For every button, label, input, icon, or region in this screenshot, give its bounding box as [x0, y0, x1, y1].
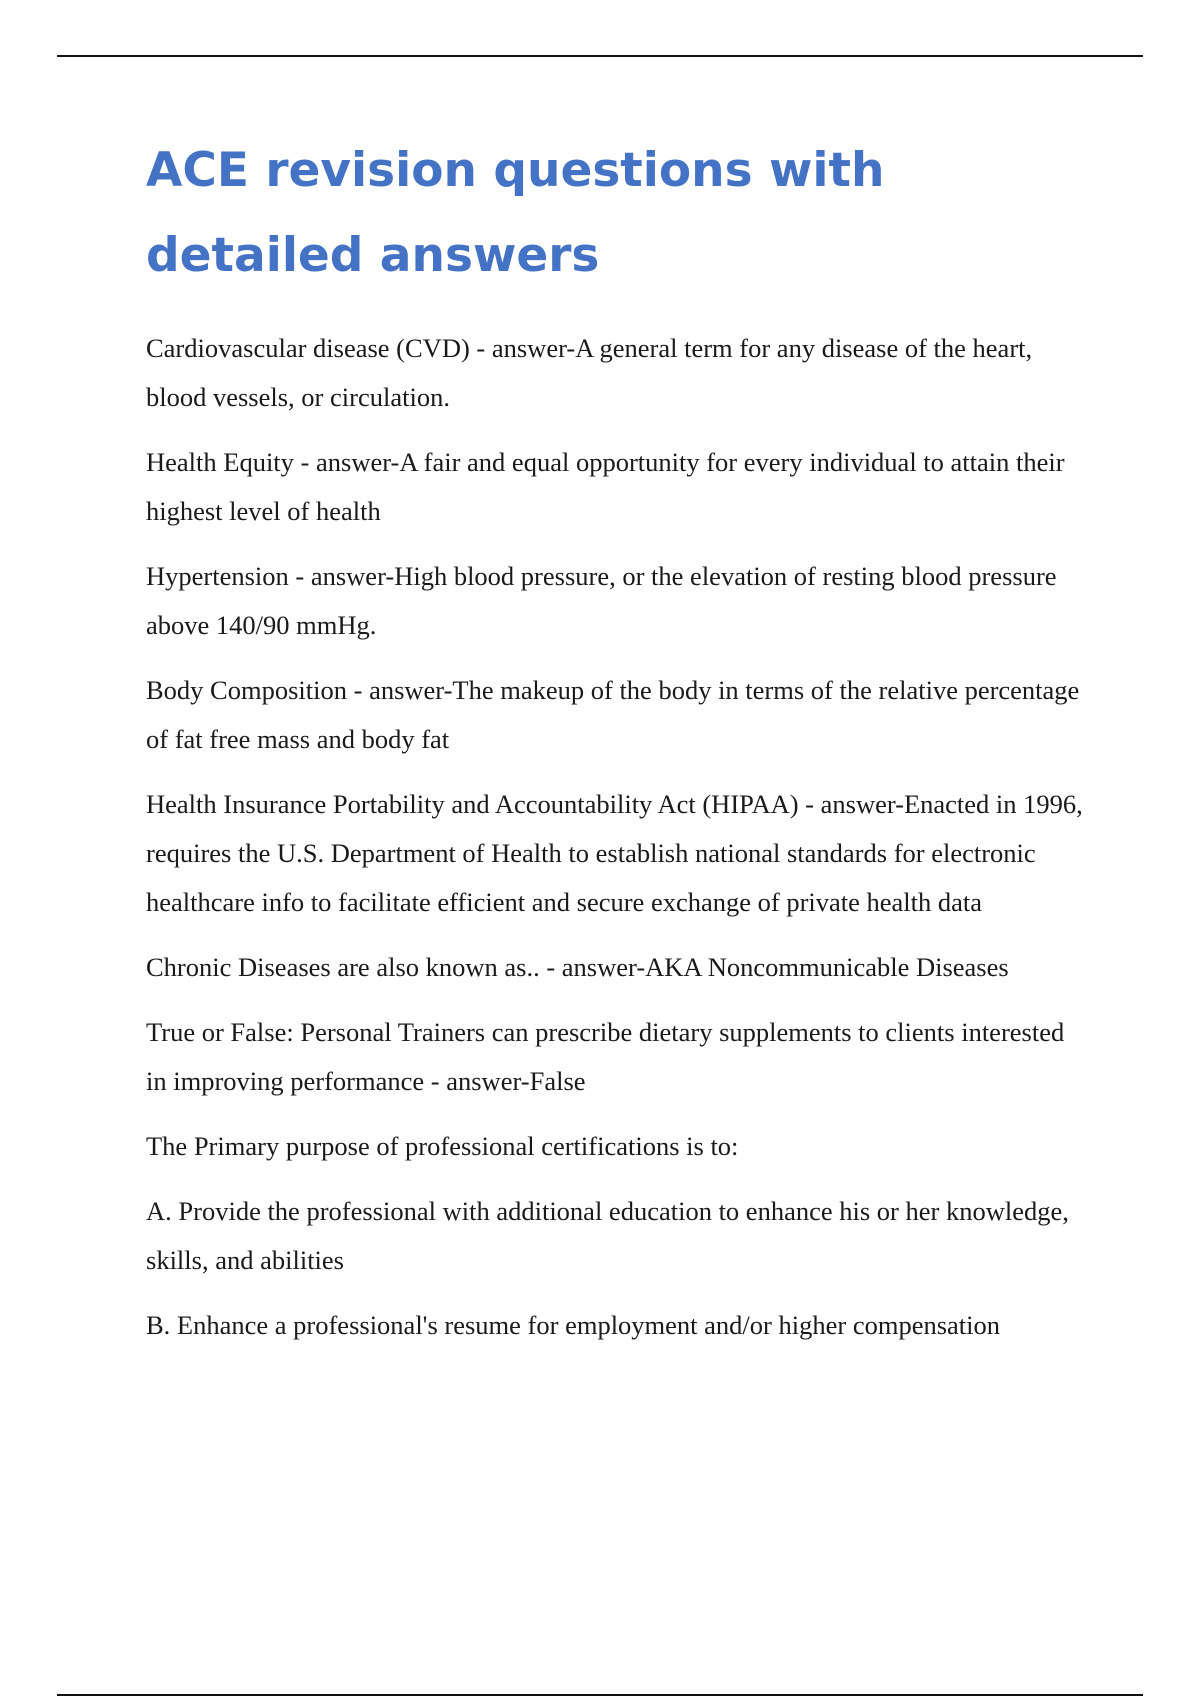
qa-item-certification-question: The Primary purpose of professional certifications is to:: [146, 1131, 739, 1161]
qa-item-hypertension: Hypertension - answer-High blood pressure, or the elevation of resting blood pressure above 140/90 mmHg.: [146, 561, 1057, 640]
document-title: ACE revision questions with detailed answers: [146, 143, 885, 283]
header-rule: [57, 55, 1143, 57]
qa-list: [146, 324, 1086, 1350]
qa-item-cardiovascular-disease: Cardiovascular disease (CVD) - answer-A general term for any disease of the heart, blood vessels, or circulation.: [146, 333, 1033, 412]
qa-item-body-composition: Body Composition - answer-The makeup of the body in terms of the relative percentage of fat free mass and body fat: [146, 675, 1080, 754]
qa-item-option-b: B. Enhance a professional's resume for employment and/or higher compensation: [146, 1310, 1001, 1340]
qa-item-chronic-diseases: Chronic Diseases are also known as.. - answer-AKA Noncommunicable Diseases: [146, 952, 1009, 982]
document-body: [146, 128, 1086, 1366]
qa-item-hipaa: Health Insurance Portability and Accountability Act (HIPAA) - answer-Enacted in 1996, requires the U.S. Department of Health to establish national standards for electronic healthcare info to facilitate efficient and secure exchange of private health data: [146, 789, 1083, 917]
qa-item-health-equity: Health Equity - answer-A fair and equal opportunity for every individual to attain their highest level of health: [146, 447, 1065, 526]
qa-item-option-a: A. Provide the professional with additional education to enhance his or her knowledge, skills, and abilities: [146, 1196, 1069, 1275]
footer-rule: [57, 1694, 1143, 1696]
qa-item-dietary-supplements: True or False: Personal Trainers can prescribe dietary supplements to clients interested in improving performance - answer-False: [146, 1017, 1065, 1096]
